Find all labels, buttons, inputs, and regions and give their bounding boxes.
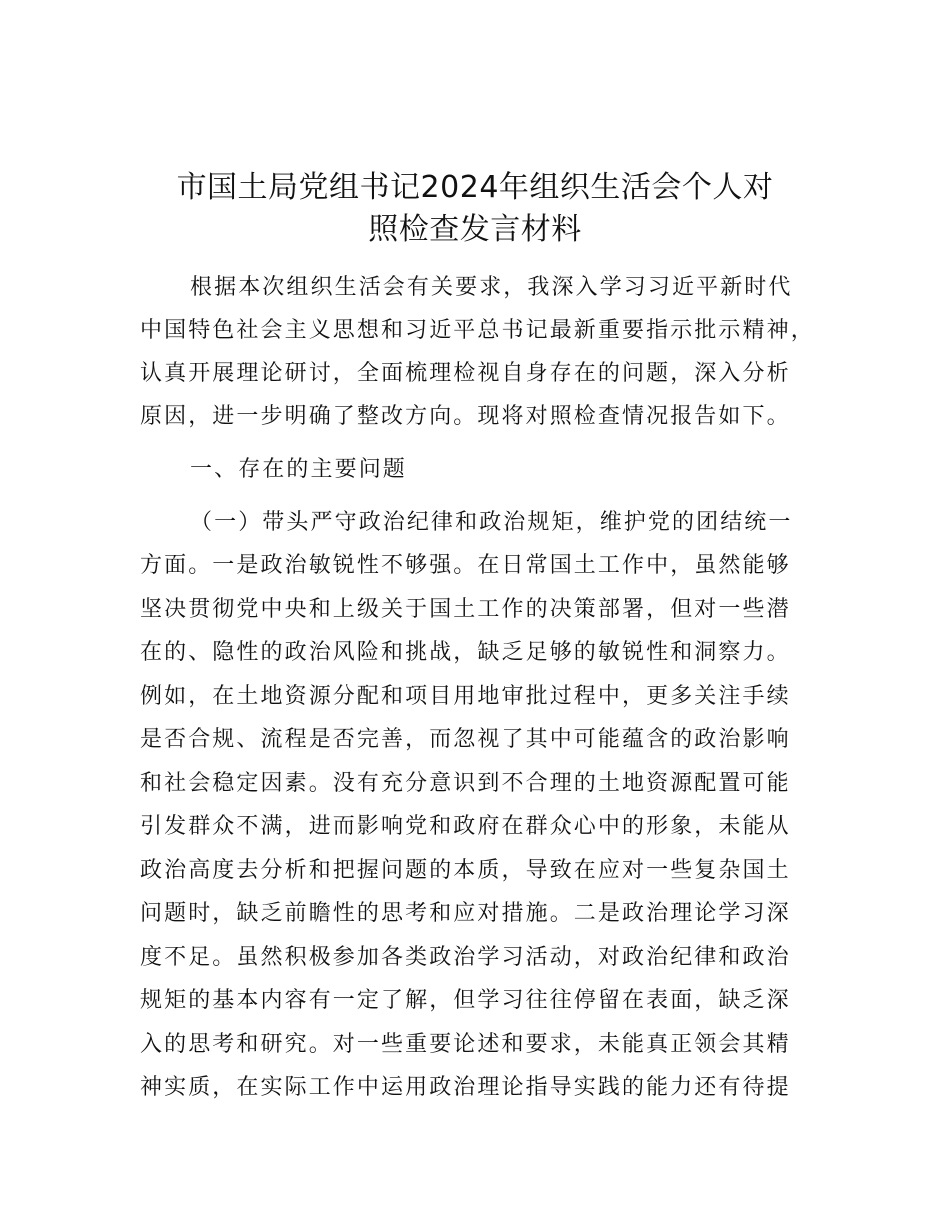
paragraph-line: 和社会稳定因素。没有充分意识到不合理的土地资源配置可能 [140,771,791,796]
section-heading: 一、存在的主要问题 [190,457,407,482]
paragraph-line: 在的、隐性的政治风险和挑战，缺乏足够的敏锐性和洞察力。 [140,640,791,665]
paragraph-line: 政治高度去分析和把握问题的本质，导致在应对一些复杂国土 [140,858,791,883]
paragraph-line: 引发群众不满，进而影响党和政府在群众心中的形象，未能从 [140,814,791,839]
document-title-line-1: 市国土局党组书记2024年组织生活会个人对 [176,170,774,205]
paragraph-intro-line-3: 认真开展理论研讨，全面梳理检视自身存在的问题，深入分析 [140,361,791,386]
paragraph-line: 是否合规、流程是否完善，而忽视了其中可能蕴含的政治影响 [140,727,791,752]
paragraph-line: （一）带头严守政治纪律和政治规矩，维护党的团结统一 [190,510,793,535]
document-title-line-2: 照检查发言材料 [368,212,582,247]
paragraph-intro-line-2: 中国特色社会主义思想和习近平总书记最新重要指示批示精神， [140,318,815,343]
paragraph-line: 神实质，在实际工作中运用政治理论指导实践的能力还有待提 [140,1075,791,1100]
paragraph-line: 例如，在土地资源分配和项目用地审批过程中，更多关注手续 [140,684,791,709]
paragraph-line: 方面。一是政治敏锐性不够强。在日常国土工作中，虽然能够 [140,553,791,578]
paragraph-line: 入的思考和研究。对一些重要论述和要求，未能真正领会其精 [140,1032,791,1057]
paragraph-line: 问题时，缺乏前瞻性的思考和应对措施。二是政治理论学习深 [140,901,791,926]
paragraph-intro-line-4: 原因，进一步明确了整改方向。现将对照检查情况报告如下。 [140,404,791,429]
paragraph-line: 度不足。虽然积极参加各类政治学习活动，对政治纪律和政治 [140,945,791,970]
paragraph-line: 规矩的基本内容有一定了解，但学习往往停留在表面，缺乏深 [140,988,791,1013]
paragraph-intro-line-1: 根据本次组织生活会有关要求，我深入学习习近平新时代 [190,275,793,300]
paragraph-line: 坚决贯彻党中央和上级关于国土工作的决策部署，但对一些潜 [140,597,791,622]
